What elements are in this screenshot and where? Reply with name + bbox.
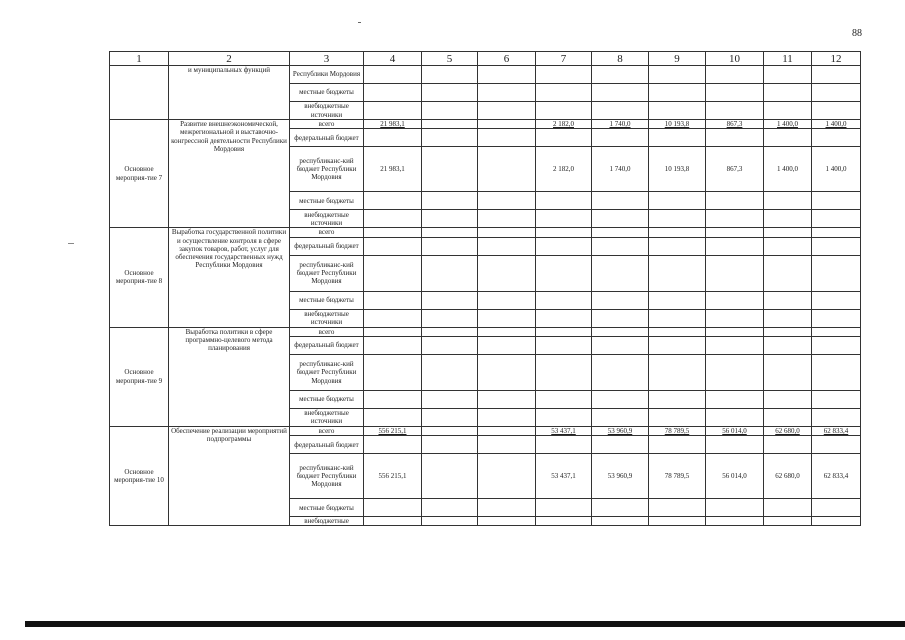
value-cell — [422, 499, 478, 517]
value-cell — [812, 291, 861, 309]
value-cell — [649, 228, 706, 237]
value-cell — [812, 255, 861, 291]
value-cell — [764, 210, 812, 228]
value-cell — [478, 120, 536, 129]
value-cell — [649, 436, 706, 454]
value-cell — [706, 517, 764, 526]
value-cell — [422, 228, 478, 237]
value-cell — [592, 309, 649, 327]
value-cell — [706, 408, 764, 426]
funding-source-cell: местные бюджеты — [290, 84, 364, 102]
column-header: 8 — [592, 52, 649, 66]
value-cell — [478, 291, 536, 309]
value-cell — [536, 436, 592, 454]
value-cell — [812, 354, 861, 390]
value-cell — [649, 192, 706, 210]
scan-margin-mark — [68, 243, 74, 244]
value-cell — [649, 327, 706, 336]
funding-source-cell: всего — [290, 120, 364, 129]
funding-source-cell: федеральный бюджет — [290, 237, 364, 255]
funding-source-cell: внебюджетные источники — [290, 102, 364, 120]
value-cell: 10 193,8 — [649, 147, 706, 192]
value-cell — [764, 309, 812, 327]
value-cell — [592, 255, 649, 291]
value-cell: 867,3 — [706, 147, 764, 192]
value-cell — [536, 408, 592, 426]
value-cell — [422, 426, 478, 435]
value-cell — [592, 84, 649, 102]
value-cell — [536, 291, 592, 309]
value-cell — [364, 327, 422, 336]
funding-source-cell: местные бюджеты — [290, 499, 364, 517]
value-cell — [706, 255, 764, 291]
table-row — [110, 426, 861, 435]
value-cell — [764, 228, 812, 237]
value-cell — [364, 192, 422, 210]
value-cell — [478, 408, 536, 426]
value-cell — [478, 327, 536, 336]
value-cell — [764, 327, 812, 336]
funding-source-cell: всего — [290, 228, 364, 237]
value-cell — [478, 454, 536, 499]
value-cell: 867,3 — [706, 120, 764, 129]
value-cell — [364, 390, 422, 408]
table-row — [110, 228, 861, 237]
value-cell — [592, 336, 649, 354]
value-cell — [478, 192, 536, 210]
value-cell — [592, 129, 649, 147]
value-cell — [706, 336, 764, 354]
value-cell — [536, 228, 592, 237]
value-cell — [422, 454, 478, 499]
header-row — [110, 52, 861, 66]
value-cell — [706, 291, 764, 309]
value-cell — [764, 192, 812, 210]
value-cell: 1 400,0 — [812, 147, 861, 192]
funding-source-cell: внебюджетные — [290, 517, 364, 526]
value-cell — [364, 408, 422, 426]
value-cell — [536, 102, 592, 120]
event-cell: Основное мероприя-тие 9 — [110, 327, 169, 426]
value-cell — [478, 499, 536, 517]
value-cell — [706, 84, 764, 102]
value-cell — [812, 228, 861, 237]
value-cell — [764, 66, 812, 84]
value-cell — [478, 102, 536, 120]
value-cell — [812, 309, 861, 327]
value-cell — [422, 192, 478, 210]
value-cell — [649, 354, 706, 390]
column-header: 2 — [169, 52, 290, 66]
value-cell: 10 193,8 — [649, 120, 706, 129]
value-cell — [706, 436, 764, 454]
value-cell — [812, 390, 861, 408]
event-name-cell: Развитие внешнеэкономической, межрегиональной и выставочно-конгрессной деятельности Республики Мордовия — [169, 120, 290, 228]
value-cell: 1 400,0 — [812, 120, 861, 129]
value-cell — [592, 228, 649, 237]
value-cell — [592, 66, 649, 84]
column-header: 9 — [649, 52, 706, 66]
value-cell — [364, 309, 422, 327]
value-cell: 1 740,0 — [592, 147, 649, 192]
event-name-cell: и муниципальных функций — [169, 66, 290, 120]
value-cell — [364, 354, 422, 390]
event-name-cell: Обеспечение реализации мероприятий подпрограммы — [169, 426, 290, 526]
value-cell — [536, 237, 592, 255]
value-cell — [478, 255, 536, 291]
value-cell — [706, 237, 764, 255]
value-cell — [592, 354, 649, 390]
value-cell — [592, 192, 649, 210]
value-cell — [812, 327, 861, 336]
value-cell — [706, 102, 764, 120]
value-cell — [592, 499, 649, 517]
value-cell — [422, 129, 478, 147]
value-cell — [422, 120, 478, 129]
value-cell — [764, 129, 812, 147]
value-cell — [649, 84, 706, 102]
value-cell — [478, 237, 536, 255]
value-cell — [364, 255, 422, 291]
value-cell — [364, 237, 422, 255]
value-cell — [764, 291, 812, 309]
value-cell — [649, 255, 706, 291]
page-number: 88 — [852, 28, 862, 39]
value-cell — [422, 336, 478, 354]
value-cell — [536, 66, 592, 84]
value-cell: 62 680,0 — [764, 454, 812, 499]
value-cell: 53 960,9 — [592, 426, 649, 435]
value-cell — [812, 336, 861, 354]
value-cell — [364, 499, 422, 517]
table-row — [110, 120, 861, 129]
value-cell — [706, 309, 764, 327]
value-cell: 21 983,1 — [364, 120, 422, 129]
value-cell — [422, 408, 478, 426]
value-cell — [364, 436, 422, 454]
value-cell — [536, 309, 592, 327]
value-cell — [764, 255, 812, 291]
value-cell — [536, 192, 592, 210]
scan-dot — [358, 22, 361, 23]
value-cell — [478, 309, 536, 327]
value-cell — [706, 192, 764, 210]
value-cell — [649, 408, 706, 426]
value-cell — [478, 517, 536, 526]
value-cell — [592, 291, 649, 309]
column-header: 6 — [478, 52, 536, 66]
value-cell — [812, 129, 861, 147]
value-cell: 21 983,1 — [364, 147, 422, 192]
column-header: 1 — [110, 52, 169, 66]
value-cell — [812, 102, 861, 120]
value-cell — [536, 517, 592, 526]
value-cell — [706, 499, 764, 517]
value-cell: 53 437,1 — [536, 426, 592, 435]
funding-source-cell: местные бюджеты — [290, 291, 364, 309]
value-cell — [592, 327, 649, 336]
value-cell: 556 215,1 — [364, 426, 422, 435]
value-cell — [649, 517, 706, 526]
value-cell: 556 215,1 — [364, 454, 422, 499]
value-cell: 56 014,0 — [706, 454, 764, 499]
value-cell — [422, 354, 478, 390]
value-cell — [364, 210, 422, 228]
event-name-cell: Выработка политики в сфере программно-целевого метода планирования — [169, 327, 290, 426]
value-cell — [812, 517, 861, 526]
budget-table — [109, 51, 861, 526]
column-header: 11 — [764, 52, 812, 66]
value-cell — [478, 354, 536, 390]
value-cell — [422, 102, 478, 120]
event-name-cell: Выработка государственной политики и осуществление контроля в сфере закупок товаров, работ, услуг для обеспечения государственных нужд Республики Мордовия — [169, 228, 290, 327]
value-cell — [364, 336, 422, 354]
funding-source-cell: Республики Мордовия — [290, 66, 364, 84]
value-cell — [812, 237, 861, 255]
value-cell — [478, 426, 536, 435]
value-cell — [536, 336, 592, 354]
value-cell — [812, 84, 861, 102]
value-cell — [764, 336, 812, 354]
value-cell — [478, 84, 536, 102]
event-cell: Основное мероприя-тие 7 — [110, 120, 169, 228]
value-cell — [592, 517, 649, 526]
value-cell — [812, 408, 861, 426]
value-cell — [764, 102, 812, 120]
funding-source-cell: всего — [290, 327, 364, 336]
value-cell — [706, 228, 764, 237]
value-cell — [536, 129, 592, 147]
value-cell — [422, 255, 478, 291]
value-cell — [536, 210, 592, 228]
value-cell — [649, 390, 706, 408]
value-cell — [649, 499, 706, 517]
value-cell — [649, 102, 706, 120]
value-cell: 1 400,0 — [764, 147, 812, 192]
value-cell — [592, 408, 649, 426]
value-cell — [478, 336, 536, 354]
value-cell — [812, 436, 861, 454]
funding-source-cell: внебюджетные источники — [290, 210, 364, 228]
value-cell: 62 833,4 — [812, 426, 861, 435]
value-cell: 56 014,0 — [706, 426, 764, 435]
event-cell: Основное мероприя-тие 8 — [110, 228, 169, 327]
value-cell — [764, 237, 812, 255]
value-cell — [649, 66, 706, 84]
value-cell — [706, 354, 764, 390]
value-cell — [478, 436, 536, 454]
value-cell — [364, 517, 422, 526]
funding-source-cell: внебюджетные источники — [290, 408, 364, 426]
value-cell: 53 960,9 — [592, 454, 649, 499]
value-cell — [536, 84, 592, 102]
value-cell — [422, 436, 478, 454]
value-cell — [649, 309, 706, 327]
value-cell — [364, 129, 422, 147]
value-cell — [706, 210, 764, 228]
value-cell: 1 740,0 — [592, 120, 649, 129]
event-cell: Основное мероприя-тие 10 — [110, 426, 169, 526]
value-cell — [536, 327, 592, 336]
value-cell — [536, 255, 592, 291]
funding-source-cell: местные бюджеты — [290, 390, 364, 408]
value-cell — [649, 291, 706, 309]
column-header: 12 — [812, 52, 861, 66]
value-cell — [649, 237, 706, 255]
funding-source-cell: федеральный бюджет — [290, 129, 364, 147]
value-cell — [706, 129, 764, 147]
value-cell — [478, 228, 536, 237]
column-header: 7 — [536, 52, 592, 66]
value-cell — [592, 237, 649, 255]
value-cell — [706, 66, 764, 84]
value-cell — [706, 327, 764, 336]
table-row — [110, 327, 861, 336]
value-cell — [478, 147, 536, 192]
value-cell: 1 400,0 — [764, 120, 812, 129]
value-cell — [478, 129, 536, 147]
value-cell — [536, 390, 592, 408]
value-cell — [422, 210, 478, 228]
value-cell: 78 789,5 — [649, 454, 706, 499]
value-cell — [764, 499, 812, 517]
value-cell — [764, 408, 812, 426]
scan-bottom-bar — [25, 621, 905, 627]
value-cell: 2 182,0 — [536, 147, 592, 192]
funding-source-cell: всего — [290, 426, 364, 435]
value-cell — [592, 210, 649, 228]
value-cell — [812, 499, 861, 517]
value-cell — [536, 499, 592, 517]
funding-source-cell: внебюджетные источники — [290, 309, 364, 327]
value-cell — [592, 102, 649, 120]
value-cell — [478, 66, 536, 84]
funding-source-cell: федеральный бюджет — [290, 336, 364, 354]
value-cell — [364, 66, 422, 84]
value-cell — [706, 390, 764, 408]
value-cell — [478, 390, 536, 408]
value-cell — [649, 210, 706, 228]
column-header: 3 — [290, 52, 364, 66]
value-cell: 62 833,4 — [812, 454, 861, 499]
value-cell — [422, 147, 478, 192]
value-cell — [649, 129, 706, 147]
value-cell — [422, 291, 478, 309]
value-cell — [364, 291, 422, 309]
value-cell — [649, 336, 706, 354]
value-cell — [764, 517, 812, 526]
column-header: 5 — [422, 52, 478, 66]
value-cell — [422, 390, 478, 408]
value-cell — [364, 84, 422, 102]
funding-source-cell: республиканс-кий бюджет Республики Мордовия — [290, 454, 364, 499]
value-cell — [364, 102, 422, 120]
value-cell — [422, 327, 478, 336]
value-cell — [422, 66, 478, 84]
value-cell — [364, 228, 422, 237]
value-cell — [764, 390, 812, 408]
event-cell — [110, 66, 169, 120]
value-cell — [536, 354, 592, 390]
value-cell: 78 789,5 — [649, 426, 706, 435]
value-cell: 62 680,0 — [764, 426, 812, 435]
value-cell — [478, 210, 536, 228]
funding-source-cell: республиканс-кий бюджет Республики Мордовия — [290, 255, 364, 291]
value-cell — [812, 210, 861, 228]
value-cell — [592, 436, 649, 454]
funding-source-cell: федеральный бюджет — [290, 436, 364, 454]
value-cell — [422, 309, 478, 327]
funding-source-cell: местные бюджеты — [290, 192, 364, 210]
value-cell: 2 182,0 — [536, 120, 592, 129]
value-cell — [422, 517, 478, 526]
value-cell — [422, 84, 478, 102]
column-header: 4 — [364, 52, 422, 66]
value-cell — [592, 390, 649, 408]
value-cell — [422, 237, 478, 255]
value-cell: 53 437,1 — [536, 454, 592, 499]
table-row — [110, 66, 861, 84]
funding-source-cell: республиканс-кий бюджет Республики Мордовия — [290, 354, 364, 390]
table-body — [110, 52, 861, 526]
value-cell — [812, 66, 861, 84]
column-header: 10 — [706, 52, 764, 66]
funding-source-cell: республиканс-кий бюджет Республики Мордовия — [290, 147, 364, 192]
value-cell — [764, 84, 812, 102]
value-cell — [764, 436, 812, 454]
value-cell — [764, 354, 812, 390]
value-cell — [812, 192, 861, 210]
